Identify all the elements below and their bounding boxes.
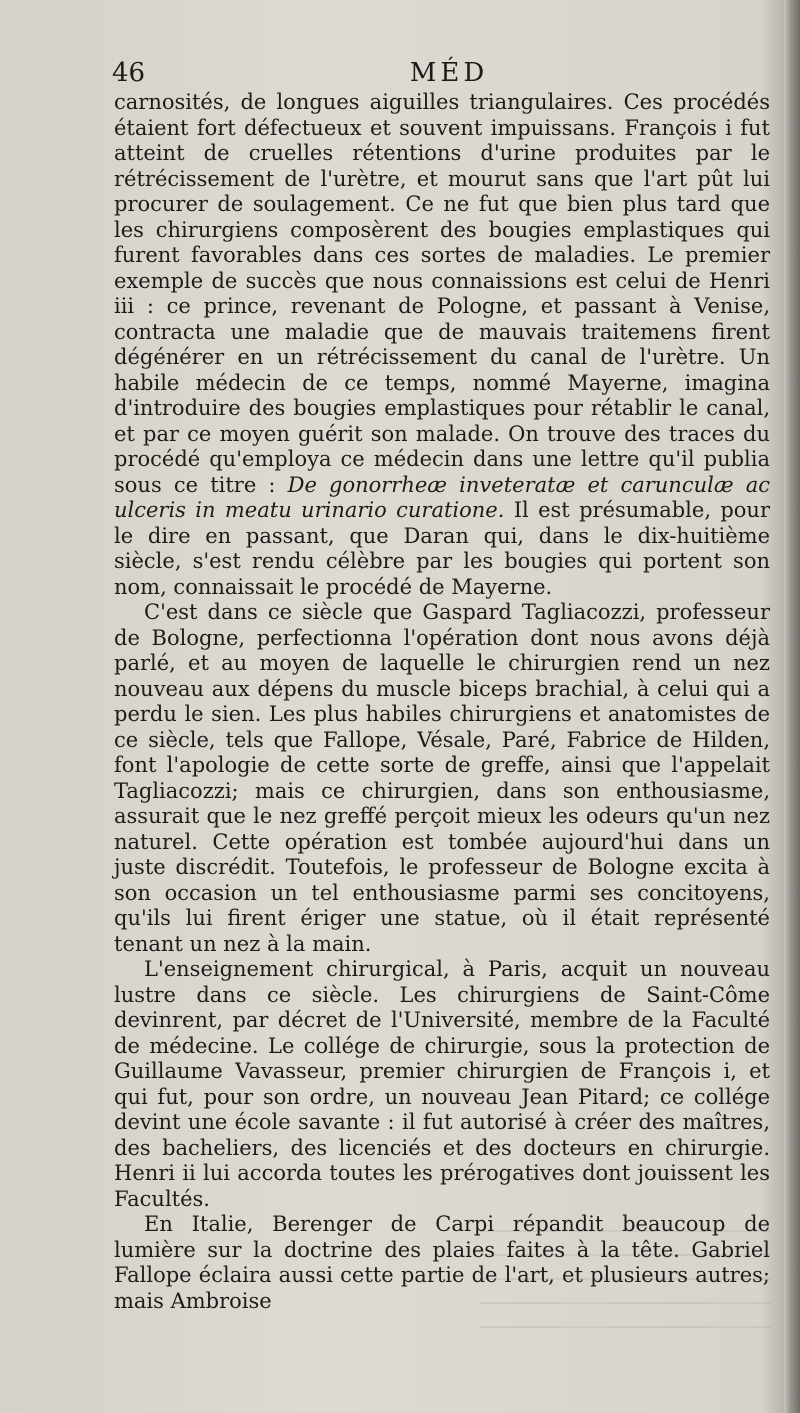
show-through-texture [480,1230,770,1350]
paragraph-4: En Italie, Berenger de Carpi répandit beaucoup de lumière sur la doctrine des plaies faites à la tête. Gabriel Fallope éclaira aussi cette partie de l'art, et plusieurs autres; mais Ambroise [114,1212,770,1313]
paragraph-1-text-b: Il est présumable, pour le dire en passant, que Daran qui, dans le dix-huitième siècle, s'est rendu célèbre par les bougies qui portent son nom, connaissait le procédé de Mayerne. [114,498,770,599]
running-head: MÉD [409,58,489,88]
page-number: 46 [112,58,146,88]
paragraph-1-text-a: carnosités, de longues aiguilles triangulaires. Ces procédés étaient fort défectueux et souvent impuissans. François i fut atteint de cruelles rétentions d'urine produites par le rétrécissement de l'urètre, et mourut sans que l'art pût lui procurer de soulagement. Ce ne fut que bien plus tard que les chirurgiens composèrent des bougies emplastiques qui furent favorables dans ces sortes de maladies. Le premier exemple de succès que nous connaissions est celui de Henri iii : ce prince, revenant de Pologne, et passant à Venise, contracta une maladie que de mauvais traitemens firent dégénérer en un rétrécissement du canal de l'urètre. Un habile médecin de ce temps, nommé Mayerne, imagina d'introduire des bougies emplastiques pour rétablir le canal, et par ce moyen guérit son malade. On trouve des traces du procédé qu'employa ce médecin dans une lettre qu'il publia sous ce titre : [114,90,770,497]
paragraph-1 [114,90,770,600]
paragraph-3: L'enseignement chirurgical, à Paris, acquit un nouveau lustre dans ce siècle. Les chirurgiens de Saint-Côme devinrent, par décret de l'Université, membre de la Faculté de médecine. Le collége de chirurgie, sous la protection de Guillaume Vavasseur, premier chirurgien de François i, et qui fut, pour son ordre, un nouveau Jean Pitard; ce collége devint une école savante : il fut autorisé à créer des maîtres, des bacheliers, des licenciés et des docteurs en chirurgie. Henri ii lui accorda toutes les prérogatives dont jouissent les Facultés. [114,957,770,1211]
latin-title: De gonorrheæ inveteratæ et carunculæ ac ulceris in meatu urinario curatione. [114,472,770,522]
body-text [114,90,770,1314]
paragraph-2: C'est dans ce siècle que Gaspard Tagliacozzi, professeur de Bologne, perfectionna l'opération dont nous avons déjà parlé, et au moyen de laquelle le chirurgien rend un nez nouveau aux dépens du muscle biceps brachial, à celui qui a perdu le sien. Les plus habiles chirurgiens et anatomistes de ce siècle, tels que Fallope, Vésale, Paré, Fabrice de Hilden, font l'apologie de cette sorte de greffe, ainsi que l'appelait Tagliacozzi; mais ce chirurgien, dans son enthousiasme, assurait que le nez greffé perçoit mieux les odeurs qu'un nez naturel. Cette opération est tombée aujourd'hui dans un juste discrédit. Toutefois, le professeur de Bologne excita à son occasion un tel enthousiasme parmi ses concitoyens, qu'ils lui firent ériger une statue, où il était représenté tenant un nez à la main. [114,600,770,956]
page-spine-shadow [784,0,800,1413]
page-header [112,58,772,92]
